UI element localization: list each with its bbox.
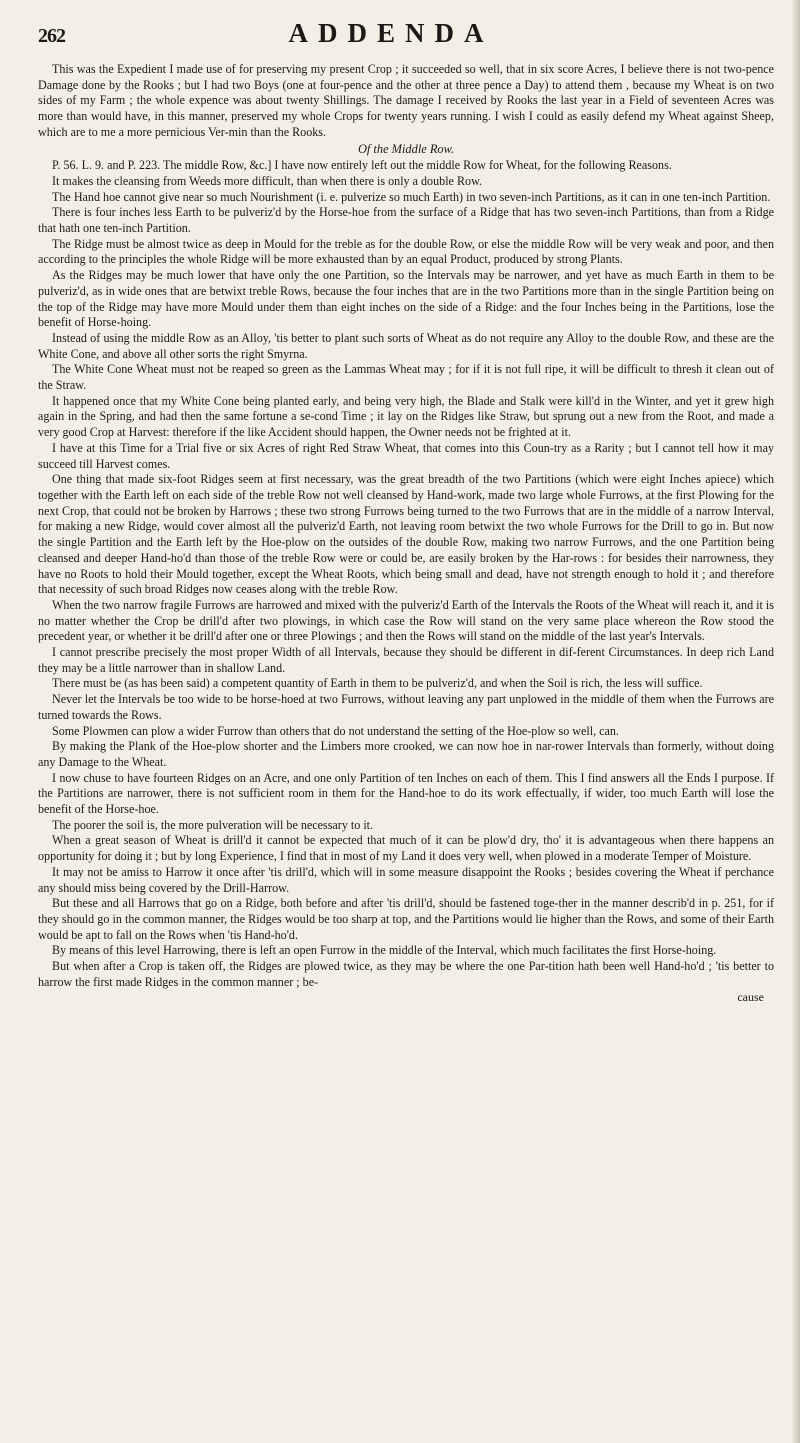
paragraph: But when after a Crop is taken off, the Ridges are plowed twice, as they may be where the one Par-tition hath been well Hand-ho'd ; 'tis better to harrow the first made Ridges in the common manner ; be-	[38, 959, 774, 989]
paragraph: When a great season of Wheat is drill'd it cannot be expected that much of it can be plow'd dry, tho' it is advantageous when there happens an opportunity for doing it ; but by long Experience, I find that in most of my Land it does very well, when plowed in a moderate Temper of Moisture.	[38, 833, 774, 864]
paragraph: It makes the cleansing from Weeds more difficult, than when there is only a double Row.	[52, 173, 483, 188]
paragraph: Instead of using the middle Row as an Alloy, 'tis better to plant such sorts of Wheat as do not require any Alloy to the double Row, and these are the White Cone, and above all other sorts the right Smyrna.	[38, 330, 774, 361]
paragraph: Some Plowmen can plow a wider Furrow than others that do not understand the setting of the Hoe-plow so well, can.	[52, 723, 619, 738]
paragraph: There is four inches less Earth to be pulveriz'd by the Horse-hoe from the surface of a Ridge that has two seven-inch Partitions, than from a Ridge that hath one ten-inch Partition.	[38, 205, 774, 236]
paragraph: By means of this level Harrowing, there is left an open Furrow in the middle of the Interval, which much facilitates the first Horse-hoing.	[52, 943, 717, 958]
page-edge-shadow	[791, 0, 800, 1443]
catchword: cause	[737, 990, 764, 1005]
page-number: 262	[38, 25, 65, 47]
paragraph: P. 56. L. 9. and P. 223. The middle Row, &c.] I have now entirely left out the middle Row for Wheat, for the following Reasons.	[52, 158, 672, 173]
intro-paragraph: This was the Expedient I made use of for preserving my present Crop ; it succeeded so well, that in six score Acres, I believe there is not two-pence Damage done by the Rooks ; but I had two Boys (one at four-pence and the other at three pence a Day) to attend them , because my Wheat is on two sides of my Farm ; the whole expence was about twenty Shillings. The damage I received by Rooks the last year in a Field of seventeen Acres was more than would have, in this manner, preserved my whole Crops for twenty years running. I wish I could as easily defend my Wheat against Sheep, which are to me a more pernicious Ver-min than the Rooks.	[38, 62, 774, 139]
paragraph: By making the Plank of the Hoe-plow shorter and the Limbers more crooked, we can now hoe in nar-rower Intervals than formerly, without doing any Damage to the Wheat.	[38, 739, 774, 769]
paragraph: It happened once that my White Cone being planted early, and being very high, the Blade and Stalk were kill'd in the Winter, and yet it grew high again in the Spring, and had then the same fortune a se-cond Time ; it lay on the Ridges like Straw, but sprung out a new from the Root, and made a very good Crop at Harvest: therefore if the like Accident should happen, the Owner needs not be frighted at it.	[38, 393, 774, 440]
paragraph: There must be (as has been said) a competent quantity of Earth in them to be pulveriz'd, and when the Soil is rich, the less will suffice.	[52, 676, 703, 691]
paragraph: I now chuse to have fourteen Ridges on an Acre, and one only Partition of ten Inches on each of them. This I find answers all the Ends I purpose. If the Partitions are narrower, there is not sufficient room in them for the Hand-hoe to do its work effectually, if wider, too much Earth will lose the benefit of the Horse-hoe.	[38, 770, 774, 817]
paragraph: The White Cone Wheat must not be reaped so green as the Lammas Wheat may ; for if it is not full ripe, it will be difficult to thresh it clean out of the Straw.	[38, 362, 774, 393]
paragraph: I have at this Time for a Trial five or six Acres of right Red Straw Wheat, that comes into this Coun-try as a Rarity ; but I cannot tell how it may succeed till Harvest comes.	[38, 440, 774, 471]
paragraph: But these and all Harrows that go on a Ridge, both before and after 'tis drill'd, should be fastened toge-ther in the manner describ'd in p. 251, for if they should go in the common manner, the Ridges would be too sharp at top, and the Partitions would lie higher than the Rows, and some of their Earth would be apt to fall on the Rows when 'tis Hand-ho'd.	[38, 896, 774, 942]
page-header	[38, 18, 774, 58]
paragraph: It may not be amiss to Harrow it once after 'tis drill'd, which will in some measure disappoint the Rooks ; besides covering the Wheat if perchance any should miss being covered by the Drill-Harrow.	[38, 864, 774, 895]
paragraph: As the Ridges may be much lower that have only the one Partition, so the Intervals may be narrower, and yet have as much Earth in them to be pulveriz'd, as in wide ones that are betwixt treble Rows, because the four inches that are in the two Partitions more than in the single Partition being on the top of the Ridge may have more Mould under them than eight inches on the side of a Ridge: and the four Inches being in the Partitions, lose the benefit of Horse-hoing.	[38, 268, 774, 330]
paragraph: The Ridge must be almost twice as deep in Mould for the treble as for the double Row, or else the middle Row will be very weak and poor, and then according to the principles the whole Ridge will be more exhausted than by an equal Product, produced by strong Plants.	[38, 236, 774, 267]
paragraph: When the two narrow fragile Furrows are harrowed and mixed with the pulveriz'd Earth of the Intervals the Roots of the Wheat will reach it, and it is no matter whether the Crop be drill'd after two plowings, in which case the Row will stand on the very same place whereon the Row stood the precedent year, or whether it be drill'd after one or three Plowings ; and then the Rows will stand on the middle of the last year's Intervals.	[38, 597, 774, 644]
paragraph: The poorer the soil is, the more pulveration will be necessary to it.	[52, 817, 374, 832]
paragraph: Never let the Intervals be too wide to be horse-hoed at two Furrows, without leaving any part unplowed in the middle of them when the Furrows are turned towards the Rows.	[38, 692, 774, 722]
running-head: ADDENDA	[288, 18, 494, 48]
paragraph: I cannot prescribe precisely the most proper Width of all Intervals, because they should be different in dif-ferent Circumstances. In deep rich Land they may be a little narrower than in shallow Land.	[38, 645, 774, 675]
section-heading: Of the Middle Row.	[357, 141, 455, 156]
paragraph: The Hand hoe cannot give near so much Nourishment (i. e. pulverize so much Earth) in two seven-inch Partitions, as it can in one ten-inch Partition.	[52, 189, 771, 204]
paragraph: One thing that made six-foot Ridges seem at first necessary, was the great breadth of the two Partitions (which were eight Inches apiece) which together with the Earth left on each side of the treble Row not well cleansed by Hand-work, made two large whole Furrows, at the first Plowing for the next Crop, that could not be broken by Harrows ; these two strong Furrows being turned to the two Furrows that are in the middle of a narrow Interval, for making a new Ridge, would cover almost all the pulveriz'd Earth, not leaving room betwixt the two whole Furrows for the Drill to go in. But now the single Partition and the Earth left by the Hoe-plow on the outsides of the double Row, making two narrow Furrows, and the one Partition being cleansed and deeper Hand-ho'd than those of the treble Row were or could be, are easily broken by the Har-rows : for besides their narrowness, they have no Roots to hold their Mould together, except the Wheat Roots, which being small and dead, have not strength enough to hold it ; and therefore that necessity of such broad Ridges now ceases along with the treble Row.	[38, 472, 774, 597]
